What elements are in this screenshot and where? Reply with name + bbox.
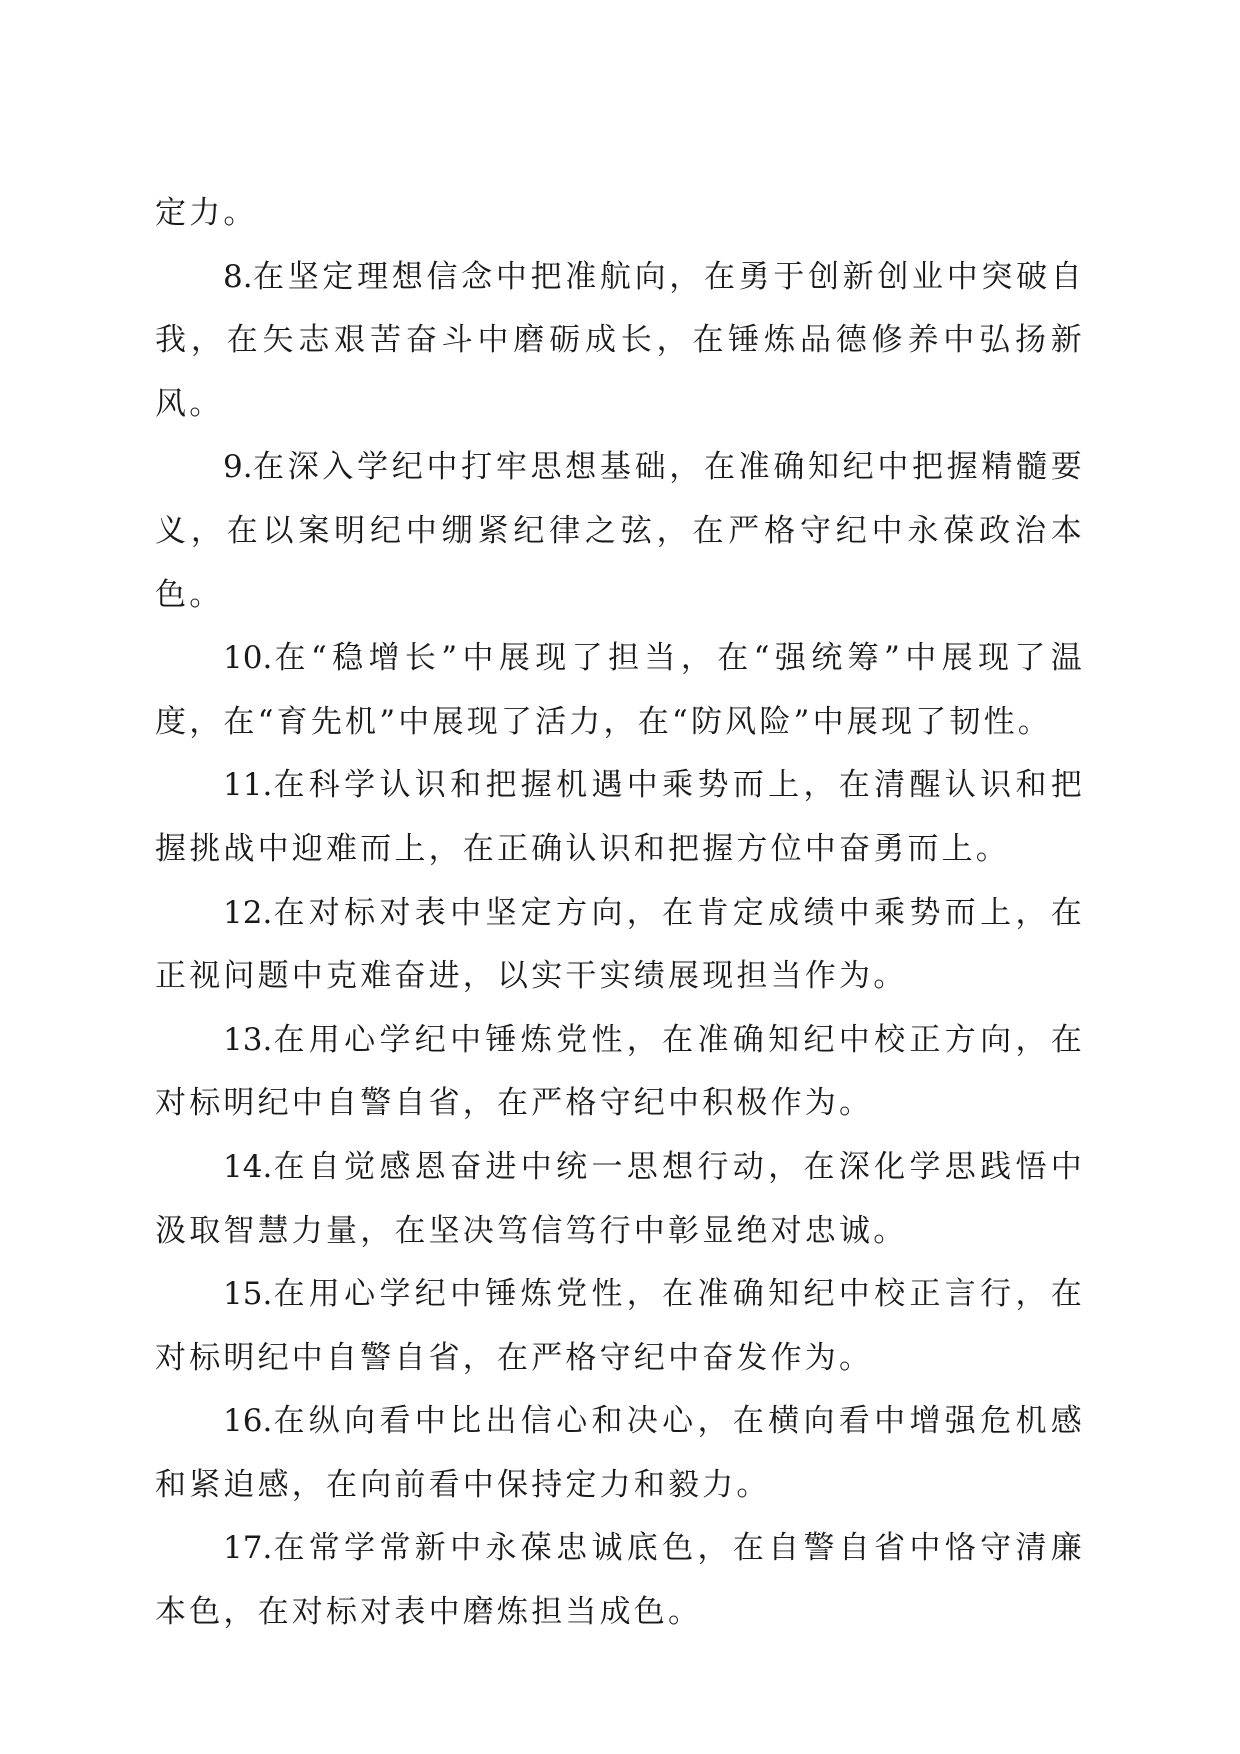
list-item — [155, 754, 1085, 881]
item-number: 8. — [223, 258, 253, 295]
item-number: 15. — [223, 1276, 273, 1313]
item-text: 在“稳增长”中展现了担当，在“强统筹”中展现了温度，在“育先机”中展现了活力，在“防风险”中展现了韧性。 — [155, 640, 1085, 740]
item-number: 11. — [223, 767, 273, 804]
item-number: 10. — [223, 640, 273, 677]
item-text: 在对标对表中坚定方向，在肯定成绩中乘势而上，在正视问题中克难奋进，以实干实绩展现担当作为。 — [155, 894, 1085, 995]
item-text: 在深入学纪中打牢思想基础，在准确知纪中把握精髓要义，在以案明纪中绷紧纪律之弦，在严格守纪中永葆政治本色。 — [155, 449, 1085, 613]
item-text: 在自觉感恩奋进中统一思想行动，在深化学思践悟中汲取智慧力量，在坚决笃信笃行中彰显绝对忠诚。 — [155, 1148, 1085, 1249]
list-item — [155, 1263, 1085, 1390]
list-item — [155, 1009, 1085, 1136]
continuation-paragraph — [155, 182, 1085, 246]
item-number: 13. — [223, 1021, 273, 1058]
list-item — [155, 882, 1085, 1009]
item-number: 17. — [223, 1530, 273, 1567]
item-text: 在用心学纪中锤炼党性，在准确知纪中校正言行，在对标明纪中自警自省，在严格守纪中奋发作为。 — [155, 1276, 1085, 1376]
list-item — [155, 627, 1085, 754]
list-item — [155, 246, 1085, 437]
item-text: 在用心学纪中锤炼党性，在准确知纪中校正方向，在对标明纪中自警自省，在严格守纪中积极作为。 — [155, 1021, 1085, 1122]
item-number: 9. — [223, 449, 253, 486]
document-body — [155, 182, 1085, 1645]
list-item — [155, 1390, 1085, 1517]
item-text: 在科学认识和把握机遇中乘势而上，在清醒认识和把握挑战中迎难而上，在正确认识和把握方位中奋勇而上。 — [155, 767, 1085, 867]
item-number: 14. — [223, 1148, 273, 1185]
item-text: 在纵向看中比出信心和决心，在横向看中增强危机感和紧迫感，在向前看中保持定力和毅力。 — [155, 1403, 1085, 1503]
list-item — [155, 436, 1085, 627]
continuation-text: 定力。 — [155, 195, 258, 231]
list-item — [155, 1136, 1085, 1263]
item-number: 16. — [223, 1403, 273, 1440]
item-text: 在常学常新中永葆忠诚底色，在自警自省中恪守清廉本色，在对标对表中磨炼担当成色。 — [155, 1530, 1085, 1631]
item-number: 12. — [223, 894, 273, 931]
list-item — [155, 1517, 1085, 1644]
item-text: 在坚定理想信念中把准航向，在勇于创新创业中突破自我，在矢志艰苦奋斗中磨砺成长，在锤炼品德修养中弘扬新风。 — [155, 258, 1085, 422]
